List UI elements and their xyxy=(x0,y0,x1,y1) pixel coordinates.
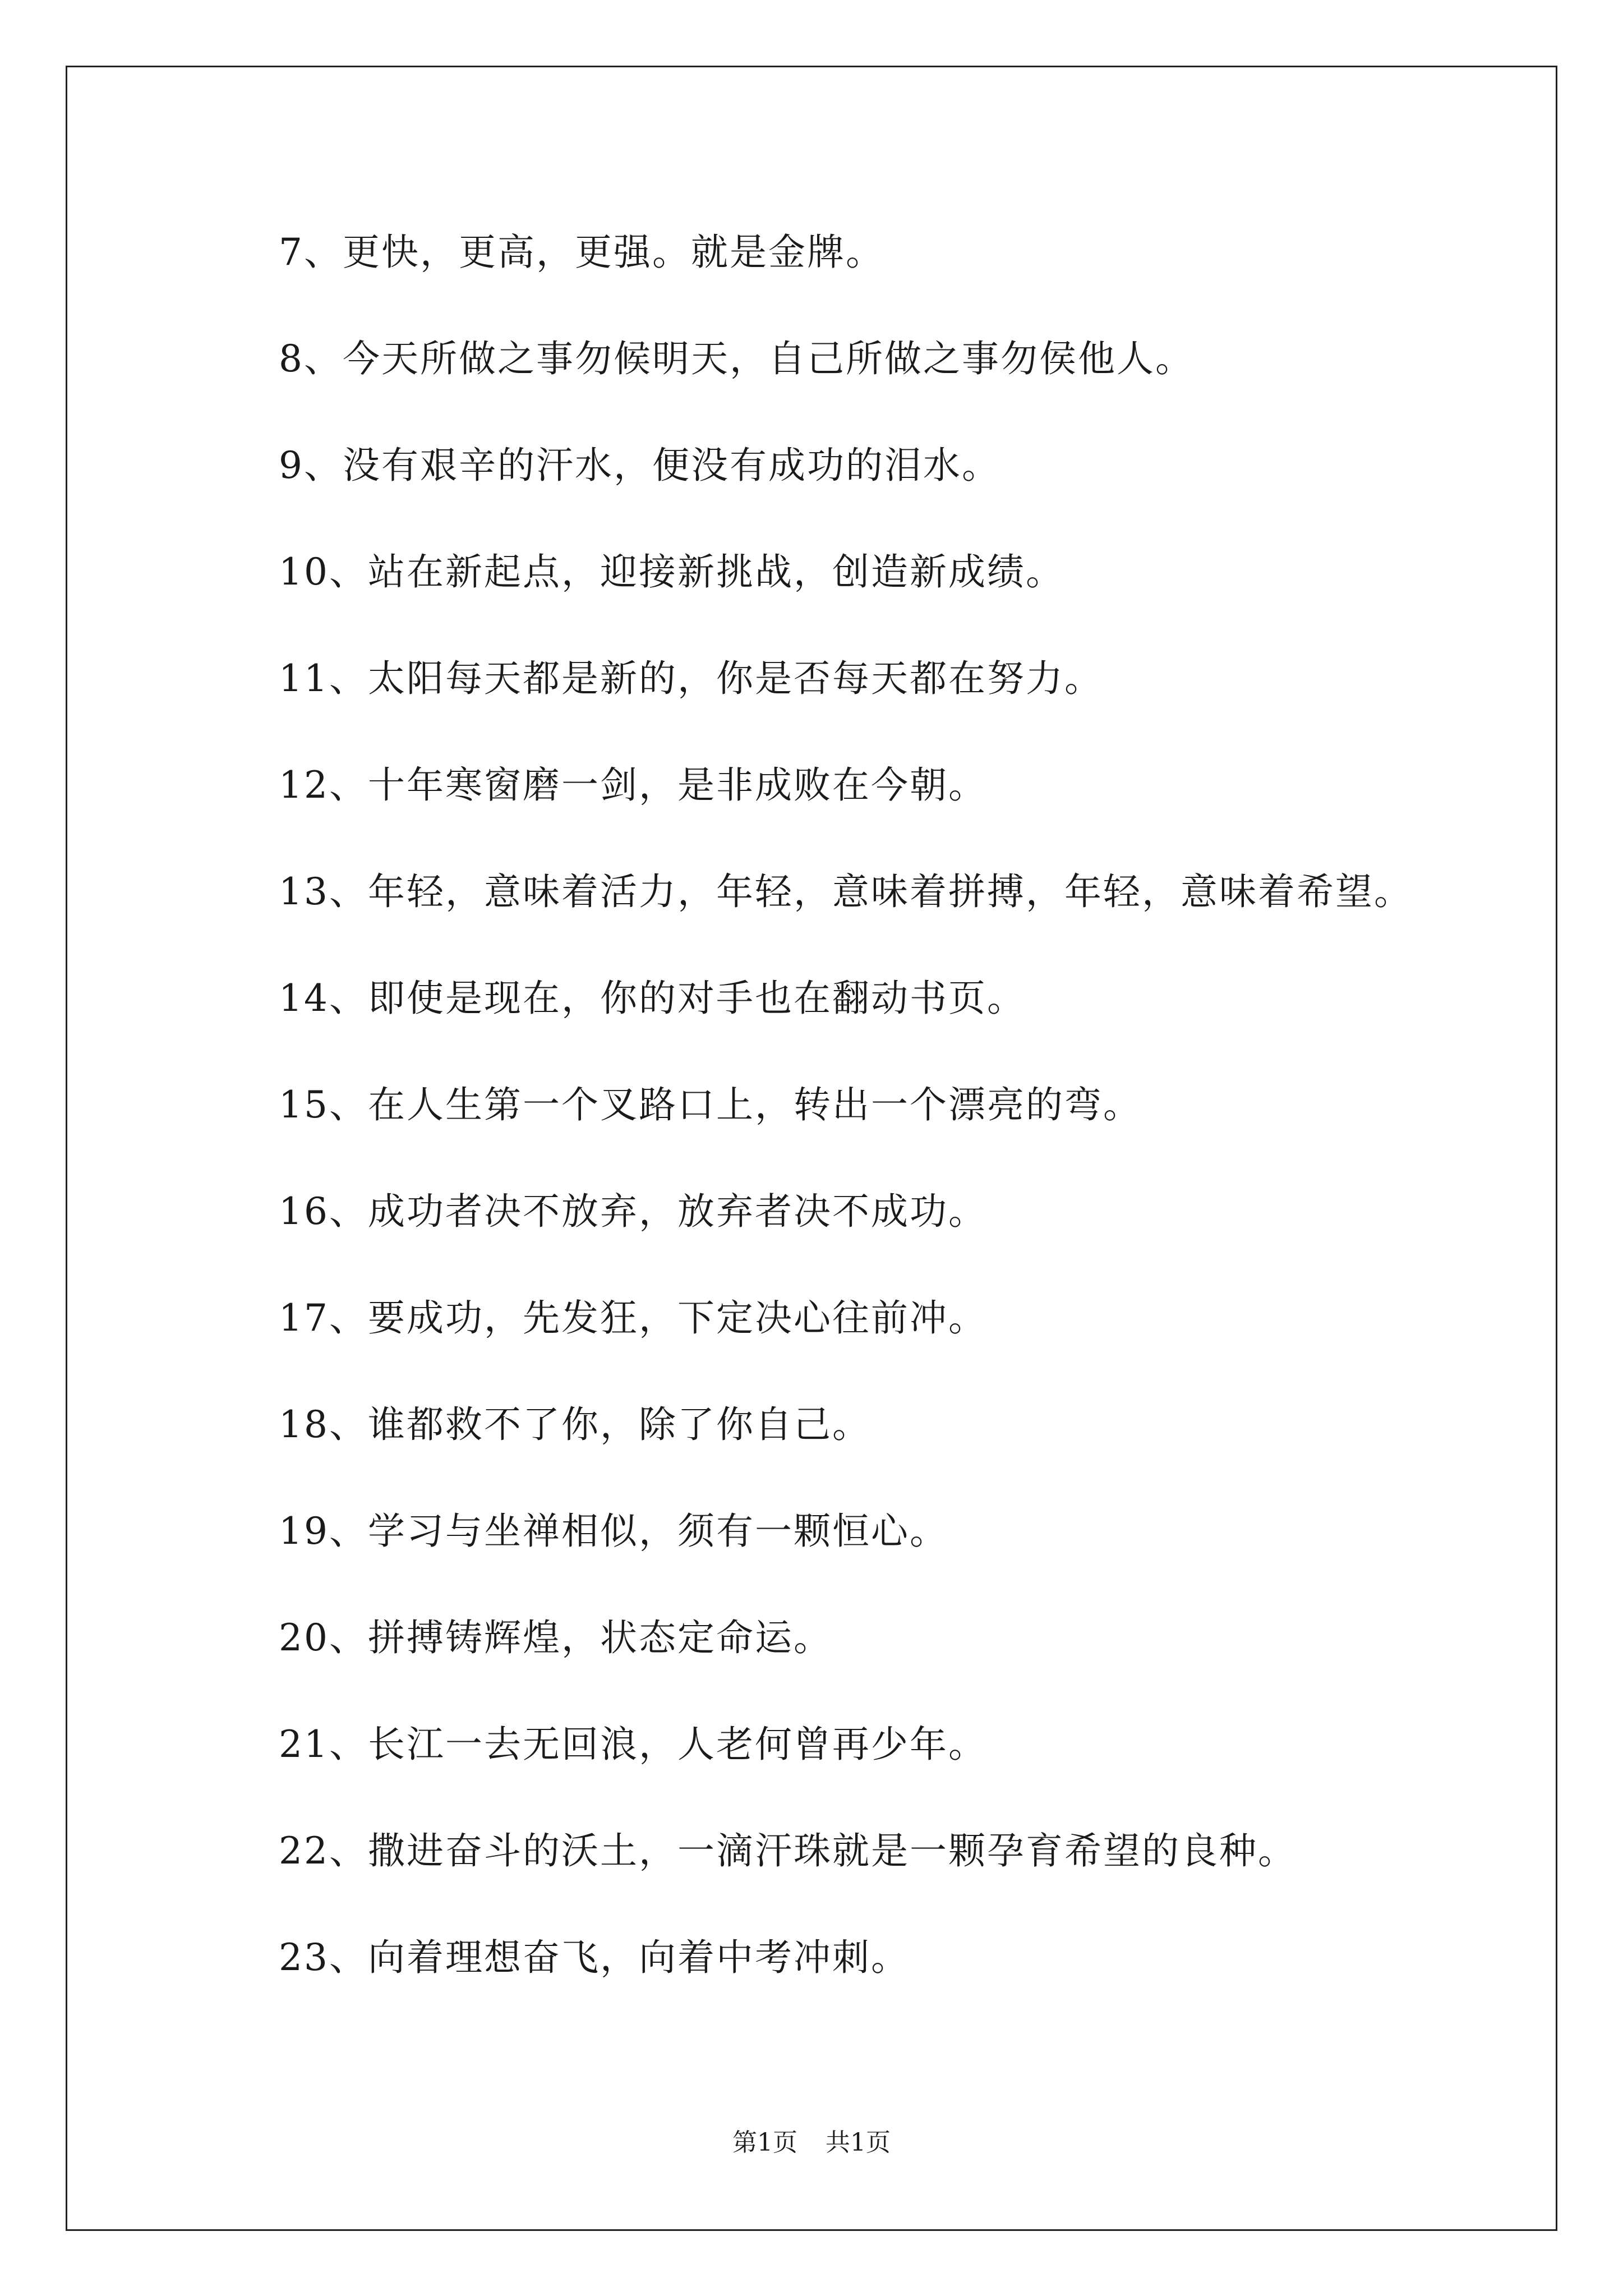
quote-line: 22、撒进奋斗的沃土，一滴汗珠就是一颗孕育希望的良种。 xyxy=(279,1829,1297,1872)
quote-line: 16、成功者决不放弃，放弃者决不成功。 xyxy=(279,1190,987,1233)
quote-line: 12、十年寒窗磨一剑，是非成败在今朝。 xyxy=(279,763,987,807)
quote-line: 18、谁都救不了你，除了你自己。 xyxy=(279,1403,871,1446)
page-footer xyxy=(0,2126,1623,2160)
page-total: 共1页 xyxy=(826,2128,891,2157)
quote-line: 11、太阳每天都是新的，你是否每天都在努力。 xyxy=(279,657,1103,700)
quote-line: 19、学习与坐禅相似，须有一颗恒心。 xyxy=(279,1510,948,1553)
quote-line: 23、向着理想奋飞，向着中考冲刺。 xyxy=(279,1936,910,1979)
quote-line: 21、长江一去无回浪，人老何曾再少年。 xyxy=(279,1723,987,1766)
document-body xyxy=(279,224,1513,2036)
quote-line: 15、在人生第一个叉路口上，转出一个漂亮的弯。 xyxy=(279,1083,1142,1126)
page-number: 第1页 xyxy=(732,2128,797,2157)
quote-line: 13、年轻，意味着活力，年轻，意味着拼搏，年轻，意味着希望。 xyxy=(279,870,1413,913)
quote-line: 8、今天所做之事勿候明天，自己所做之事勿侯他人。 xyxy=(279,337,1194,380)
quote-line: 20、拼搏铸辉煌，状态定命运。 xyxy=(279,1616,832,1659)
quote-line: 7、更快，更高，更强。就是金牌。 xyxy=(279,231,884,274)
quote-line: 14、即使是现在，你的对手也在翻动书页。 xyxy=(279,977,1026,1020)
quote-line: 9、没有艰辛的汗水，便没有成功的泪水。 xyxy=(279,444,1000,487)
quote-line: 17、要成功，先发狂，下定决心往前冲。 xyxy=(279,1296,987,1340)
quote-line: 10、站在新起点，迎接新挑战，创造新成绩。 xyxy=(279,550,1064,593)
